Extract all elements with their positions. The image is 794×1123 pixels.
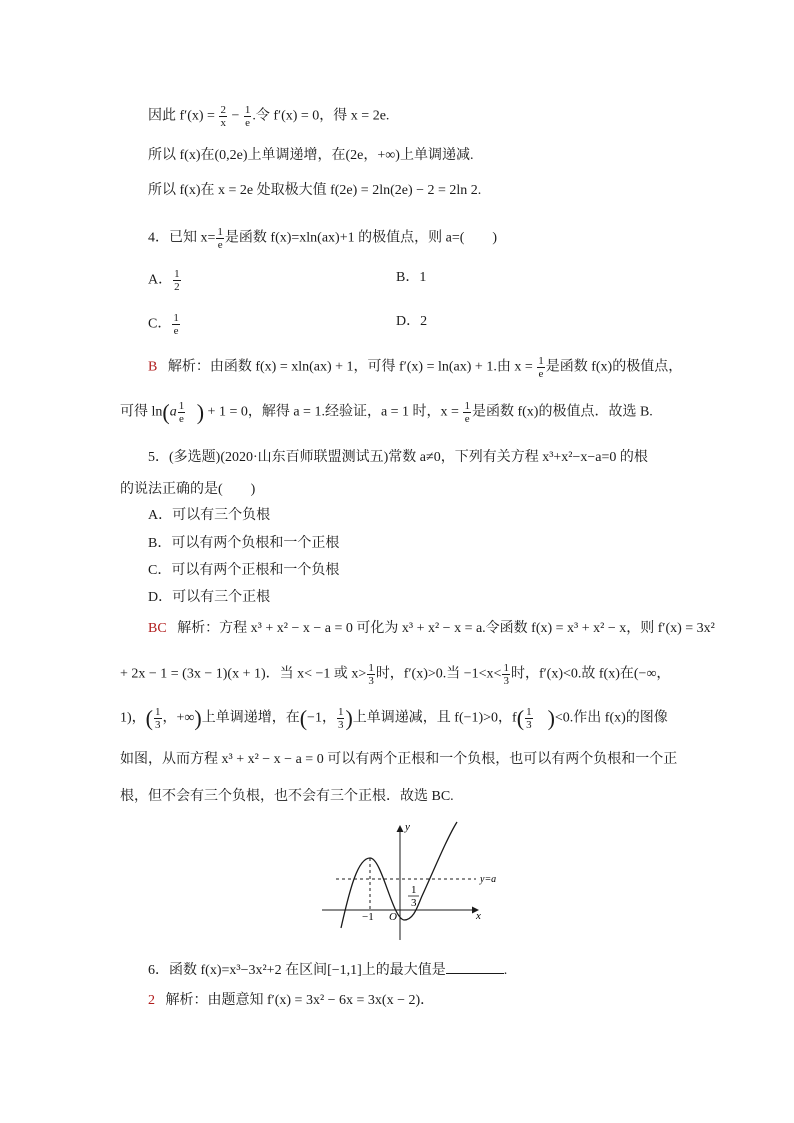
fraction: $\frac{2}{x}$ (220, 104, 226, 129)
q5-answer: BC (148, 621, 167, 636)
q5-solution-line-3: 1)，( $\frac{1}{3}$ ，+∞)上单调递增，在(−1， $\frac{1}{3}$ )上单调递减，且 f(−1)>0，f( $\frac{1}{3}$ )<0.作出 f(x)的图像 (120, 705, 668, 731)
fraction: $\frac{1}{3}$ (503, 662, 509, 687)
function-curve (341, 822, 457, 928)
q5-solution-line-4: 如图，从而方程 x³ + x² − x − a = 0 可以有两个正根和一个负根，也可以有两个负根和一个正 (120, 752, 678, 767)
q4-solution-line-2: 可得 ln(a $\frac{1}{e}$ ) + 1 = 0，解得 a = 1.经验证，a = 1 时，x = $\frac{1}{e}$ 是函数 f(x)的极值点．故选 B. (120, 399, 653, 425)
q6-answer: 2 (148, 993, 155, 1008)
q4-stem: 4．已知 x= $\frac{1}{e}$ 是函数 f(x)=xln(ax)+1 的极值点，则 a=( ) (148, 226, 498, 251)
q5-option-d: D．可以有三个正根 (148, 590, 271, 605)
q6-stem: 6．函数 f(x)=x³−3x²+2 在区间[−1,1]上的最大值是 . (148, 959, 507, 981)
x-tick-neg-1: −1 (362, 911, 374, 923)
fraction: $\frac{1}{e}$ (464, 400, 470, 425)
fraction: $\frac{1}{3}$ (368, 662, 374, 687)
q3-solution-line-1: 因此 f′(x) = $\frac{2}{x}$ − $\frac{1}{e}$ .令 f′(x) = 0，得 x = 2e. (148, 104, 390, 129)
origin-label: O (389, 911, 397, 923)
q5-solution-line-2: + 2x − 1 = (3x − 1)(x + 1)．当 x< −1 或 x> $\frac{1}{3}$ 时，f′(x)>0.当 −1<x< $\frac{1}{3}$ 时，f′(x)<0.故 f(x)在(−∞， (120, 662, 671, 687)
q3-solution-line-2: 所以 f(x)在(0,2e)上单调递增，在(2e，+∞)上单调递减. (148, 148, 474, 163)
y-axis-label: y (405, 821, 410, 833)
q5-option-b: B．可以有两个负根和一个正根 (148, 536, 340, 551)
q3-solution-line-3: 所以 f(x)在 x = 2e 处取极大值 f(2e) = 2ln(2e) − 2 = 2ln 2. (148, 183, 482, 198)
q4-answer: B (148, 359, 158, 375)
fraction: $\frac{1}{e}$ (244, 104, 251, 129)
q5-stem-line-2: 的说法正确的是( ) (120, 482, 256, 497)
fraction: $\frac{1}{3}$ (155, 706, 161, 731)
x-axis-label: x (476, 910, 481, 922)
fraction: $\frac{1}{3}$ (337, 706, 344, 731)
q4-option-d: D．2 (396, 314, 428, 329)
fraction: $\frac{1}{3}$ (526, 706, 532, 731)
fraction: $\frac{1}{e}$ (217, 226, 223, 251)
fraction: $\frac{1}{e}$ (173, 312, 179, 337)
q4-solution-line-1: B 解析：由函数 f(x) = xln(ax) + 1，可得 f′(x) = ln(ax) + 1.由 x = $\frac{1}{e}$ 是函数 f(x)的极值点， (148, 355, 683, 380)
answer-blank[interactable] (446, 959, 504, 974)
q5-option-a: A．可以有三个负根 (148, 508, 271, 523)
q5-stem-line-1: 5．(多选题)(2020·山东百师联盟测试五)常数 a≠0，下列有关方程 x³+x²−x−a=0 的根 (148, 450, 648, 465)
q5-solution-line-5: 根，但不会有三个负根，也不会有三个正根．故选 BC. (120, 789, 454, 804)
x-tick-third-num: 1 (411, 884, 417, 896)
q4-option-a: A． $\frac{1}{2}$ (148, 268, 180, 293)
q4-option-c: C． $\frac{1}{e}$ (148, 312, 179, 337)
q4-option-b: B．1 (396, 270, 427, 285)
q5-option-c: C．可以有两个正根和一个负根 (148, 563, 340, 578)
fraction: $\frac{1}{e}$ (178, 400, 185, 425)
q6-solution: 2 解析：由题意知 f′(x) = 3x² − 6x = 3x(x − 2)． (148, 993, 435, 1008)
x-tick-third-den: 3 (411, 897, 417, 909)
fraction: $\frac{1}{2}$ (174, 268, 180, 293)
fraction: $\frac{1}{e}$ (538, 355, 544, 380)
line-y-equals-a-label: y=a (480, 874, 497, 885)
q5-solution-line-1: BC 解析：方程 x³ + x² − x − a = 0 可化为 x³ + x² − x = a.令函数 f(x) = x³ + x² − x，则 f′(x) = 3x² (148, 621, 715, 636)
